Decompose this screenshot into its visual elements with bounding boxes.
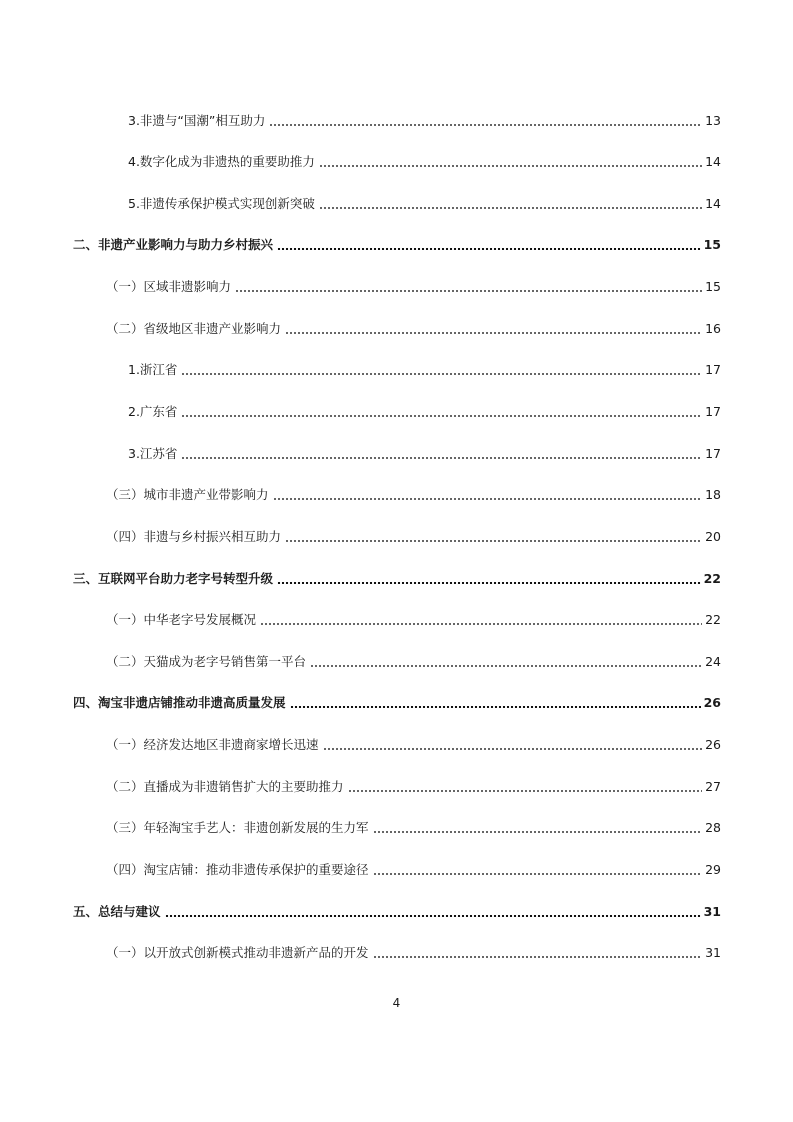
toc-entry-page: 14 <box>705 154 721 169</box>
toc-entry[interactable] <box>128 107 721 129</box>
toc-chapter-label: 五、总结与建议 <box>73 904 161 919</box>
dot-leader <box>165 915 701 917</box>
toc-entry-page: 13 <box>705 113 721 128</box>
toc-entry[interactable] <box>128 190 721 212</box>
toc-chapter-page: 22 <box>703 571 721 586</box>
toc-entry-page: 29 <box>705 862 721 877</box>
dot-leader <box>373 831 703 833</box>
toc-entry-label: 5.非遗传承保护模式实现创新突破 <box>128 196 315 211</box>
toc-chapter-page: 31 <box>703 904 721 919</box>
toc-entry-label: 1.浙江省 <box>128 362 178 377</box>
toc-chapter[interactable] <box>73 231 721 253</box>
toc-chapter-page: 15 <box>703 237 721 252</box>
toc-entry-label: （一）中华老字号发展概况 <box>106 612 257 627</box>
dot-leader <box>323 748 703 750</box>
dot-leader <box>290 706 701 708</box>
toc-entry[interactable] <box>106 273 721 295</box>
toc-chapter[interactable] <box>73 689 721 711</box>
toc-entry-label: （一）区域非遗影响力 <box>106 279 232 294</box>
dot-leader <box>319 165 702 167</box>
toc-entry[interactable] <box>106 523 721 545</box>
toc-entry[interactable] <box>106 773 721 795</box>
toc-entry-page: 14 <box>705 196 721 211</box>
dot-leader <box>273 498 703 500</box>
toc-entry-label: 4.数字化成为非遗热的重要助推力 <box>128 154 315 169</box>
toc-entry-label: 3.江苏省 <box>128 446 178 461</box>
toc-entry-label: （三）城市非遗产业带影响力 <box>106 487 269 502</box>
toc-entry[interactable] <box>128 398 721 420</box>
toc-entry-label: （四）非遗与乡村振兴相互助力 <box>106 529 282 544</box>
toc-entry[interactable] <box>106 481 721 503</box>
dot-leader <box>277 582 701 584</box>
toc-entry-page: 17 <box>705 446 721 461</box>
toc-entry-label: （二）省级地区非遗产业影响力 <box>106 321 282 336</box>
toc-entry-label: （一）以开放式创新模式推动非遗新产品的开发 <box>106 945 369 960</box>
toc-entry-page: 31 <box>705 945 721 960</box>
dot-leader <box>373 956 703 958</box>
toc-entry-label: 2.广东省 <box>128 404 178 419</box>
toc-entry-page: 15 <box>705 279 721 294</box>
toc-entry-label: （四）淘宝店铺：推动非遗传承保护的重要途径 <box>106 862 369 877</box>
toc-entry[interactable] <box>128 440 721 462</box>
toc-entry-label: （三）年轻淘宝手艺人：非遗创新发展的生力军 <box>106 820 369 835</box>
dot-leader <box>269 124 702 126</box>
dot-leader <box>181 373 702 375</box>
toc-entry-page: 26 <box>705 737 721 752</box>
toc-chapter[interactable] <box>73 898 721 920</box>
dot-leader <box>277 248 701 250</box>
toc-chapter-label: 三、互联网平台助力老字号转型升级 <box>73 571 274 586</box>
toc-chapter-label: 二、非遗产业影响力与助力乡村振兴 <box>73 237 274 252</box>
toc-entry[interactable] <box>128 148 721 170</box>
toc-entry-page: 16 <box>705 321 721 336</box>
toc-entry[interactable] <box>106 315 721 337</box>
dot-leader <box>310 665 702 667</box>
dot-leader <box>348 790 703 792</box>
toc-entry[interactable] <box>106 731 721 753</box>
page-number: 4 <box>392 996 401 1010</box>
toc-entry[interactable] <box>128 356 721 378</box>
dot-leader <box>260 623 702 625</box>
dot-leader <box>181 457 702 459</box>
toc-entry[interactable] <box>106 939 721 961</box>
toc-entry-page: 28 <box>705 820 721 835</box>
toc-entry-page: 18 <box>705 487 721 502</box>
toc-entry-page: 22 <box>705 612 721 627</box>
toc-entry-page: 24 <box>705 654 721 669</box>
toc-entry-page: 17 <box>705 362 721 377</box>
toc-entry[interactable] <box>106 606 721 628</box>
toc-entry-page: 17 <box>705 404 721 419</box>
toc-chapter[interactable] <box>73 565 721 587</box>
toc-entry-label: （二）天猫成为老字号销售第一平台 <box>106 654 307 669</box>
toc-entry-label: （二）直播成为非遗销售扩大的主要助推力 <box>106 779 344 794</box>
toc-chapter-label: 四、淘宝非遗店铺推动非遗高质量发展 <box>73 695 286 710</box>
toc-entry[interactable] <box>106 856 721 878</box>
dot-leader <box>373 873 703 875</box>
dot-leader <box>285 332 702 334</box>
toc-entry-label: 3.非遗与“国潮”相互助力 <box>128 113 266 128</box>
toc-entry-page: 20 <box>705 529 721 544</box>
toc-chapter-page: 26 <box>703 695 721 710</box>
toc-entry[interactable] <box>106 648 721 670</box>
toc-entry[interactable] <box>106 814 721 836</box>
dot-leader <box>319 207 702 209</box>
toc-entry-page: 27 <box>705 779 721 794</box>
dot-leader <box>235 290 702 292</box>
dot-leader <box>285 540 702 542</box>
dot-leader <box>181 415 702 417</box>
toc-entry-label: （一）经济发达地区非遗商家增长迅速 <box>106 737 319 752</box>
